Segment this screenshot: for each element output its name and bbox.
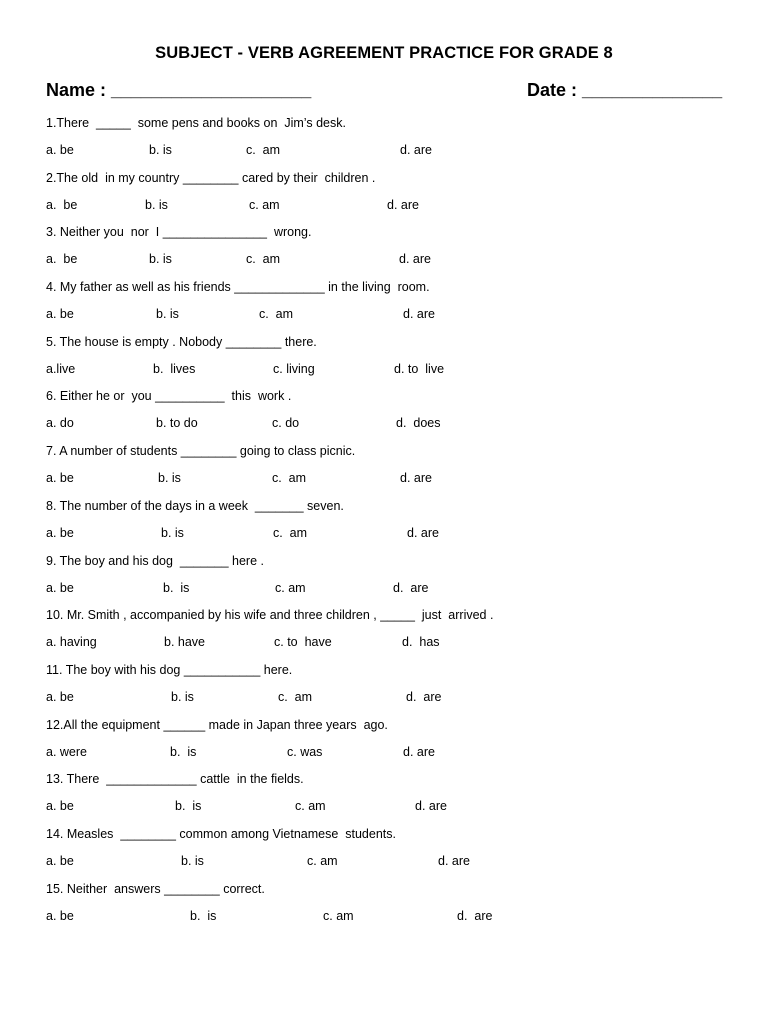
option-d: d. are (400, 143, 432, 157)
answer-options (46, 744, 736, 760)
answer-options (46, 306, 736, 322)
option-c: c. am (295, 799, 326, 814)
option-a: a. having (46, 635, 97, 650)
option-a: a.live (46, 361, 76, 376)
answer-options (46, 361, 736, 377)
option-d: d. are (406, 689, 442, 704)
name-field-label: Name : ____________________ (46, 80, 312, 100)
answer-options (46, 197, 736, 213)
option-a: a. be (46, 853, 74, 868)
option-b: b. is (190, 908, 217, 923)
option-a: a. be (46, 580, 74, 595)
option-d: d. are (387, 197, 419, 212)
date-field-label: Date : ______________ (527, 80, 723, 100)
option-c: c. am (246, 143, 281, 157)
question-text: 10. Mr. Smith , accompanied by his wife and three children , _____ just arrived . (46, 608, 494, 623)
option-a: a. be (46, 307, 74, 322)
question-item (46, 717, 736, 772)
option-c: c. am (246, 252, 281, 267)
option-a: a. were (46, 744, 87, 759)
option-b: b. is (170, 744, 197, 759)
option-d: d. to live (394, 361, 445, 376)
option-c: c. am (275, 580, 306, 595)
option-b: b. have (164, 635, 206, 650)
option-b: b. is (175, 799, 202, 814)
question-text: 1.There _____ some pens and books on Jim’s desk. (46, 116, 346, 130)
option-a: a. be (46, 689, 74, 704)
question-item (46, 607, 736, 662)
question-item (46, 498, 736, 553)
option-b: b. is (149, 143, 172, 157)
answer-options (46, 251, 736, 267)
option-b: b. is (171, 689, 194, 704)
question-text: 15. Neither answers ________ correct. (46, 881, 265, 896)
option-a: a. be (46, 252, 78, 267)
option-b: b. is (181, 853, 204, 868)
question-item (46, 662, 736, 717)
option-b: b. is (149, 252, 172, 267)
option-c: c. am (259, 307, 294, 322)
option-d: d. are (438, 853, 470, 868)
question-item (46, 443, 736, 498)
option-d: d. has (402, 635, 440, 650)
question-text: 14. Measles ________ common among Vietnamese students. (46, 826, 396, 841)
question-item (46, 771, 736, 826)
option-d: d. are (400, 471, 432, 486)
option-a: a. be (46, 525, 74, 540)
answer-options (46, 470, 736, 486)
answer-options (46, 415, 736, 431)
question-text: 3. Neither you nor I _______________ wrong. (46, 225, 312, 240)
option-d: d. are (403, 307, 435, 322)
option-c: c. do (272, 416, 300, 431)
answer-options (46, 580, 736, 596)
option-a: a. be (46, 908, 74, 923)
question-text: 9. The boy and his dog _______ here . (46, 553, 264, 568)
option-d: d. are (403, 744, 435, 759)
option-c: c. to have (274, 635, 332, 650)
question-item (46, 334, 736, 389)
option-c: c. am (272, 471, 307, 486)
question-text: 12.All the equipment ______ made in Japan three years ago. (46, 717, 388, 732)
answer-options (46, 798, 736, 814)
option-b: b. is (161, 525, 184, 540)
question-text: 11. The boy with his dog ___________ here. (46, 662, 293, 677)
option-d: d. are (457, 908, 493, 923)
option-d: d. are (399, 252, 431, 267)
question-item (46, 881, 736, 936)
answer-options (46, 853, 736, 869)
option-c: c. am (278, 689, 313, 704)
question-text: 5. The house is empty . Nobody ________ there. (46, 334, 317, 349)
answer-options (46, 908, 736, 924)
answer-options (46, 634, 736, 650)
option-b: b. lives (153, 361, 196, 376)
question-text: 8. The number of the days in a week _______ seven. (46, 498, 344, 513)
option-b: b. to do (156, 416, 198, 431)
question-text: 13. There _____________ cattle in the fields. (46, 772, 304, 787)
option-b: b. is (163, 580, 190, 595)
option-d: d. are (407, 525, 439, 540)
answer-options (46, 689, 736, 705)
option-c: c. was (287, 744, 323, 759)
question-item (46, 224, 736, 279)
question-item (46, 115, 736, 170)
question-item (46, 170, 736, 225)
option-a: a. be (46, 799, 74, 814)
question-text: 4. My father as well as his friends _____________ in the living room. (46, 280, 430, 295)
answer-options (46, 525, 736, 541)
question-item (46, 553, 736, 608)
option-d: d. are (415, 799, 447, 814)
option-c: c. am (307, 853, 338, 868)
question-list (46, 115, 736, 935)
question-item (46, 279, 736, 334)
worksheet-title: SUBJECT - VERB AGREEMENT PRACTICE FOR GRADE 8 (155, 44, 613, 62)
option-c: c. am (273, 525, 308, 540)
option-b: b. is (156, 307, 179, 322)
option-a: a. be (46, 471, 74, 486)
option-c: c. living (273, 361, 315, 376)
option-b: b. is (158, 471, 181, 486)
option-c: c. am (249, 197, 280, 212)
option-a: a. be (46, 197, 78, 212)
question-text: 7. A number of students ________ going to class picnic. (46, 444, 356, 459)
question-text: 6. Either he or you __________ this work . (46, 389, 292, 404)
answer-options (46, 142, 736, 158)
option-a: a. be (46, 143, 74, 157)
question-text: 2.The old in my country ________ cared by their children . (46, 170, 376, 185)
option-b: b. is (145, 197, 168, 212)
option-a: a. do (46, 416, 74, 431)
option-d: d. are (393, 580, 429, 595)
option-c: c. am (323, 908, 354, 923)
option-d: d. does (396, 416, 441, 431)
question-item (46, 826, 736, 881)
question-item (46, 388, 736, 443)
